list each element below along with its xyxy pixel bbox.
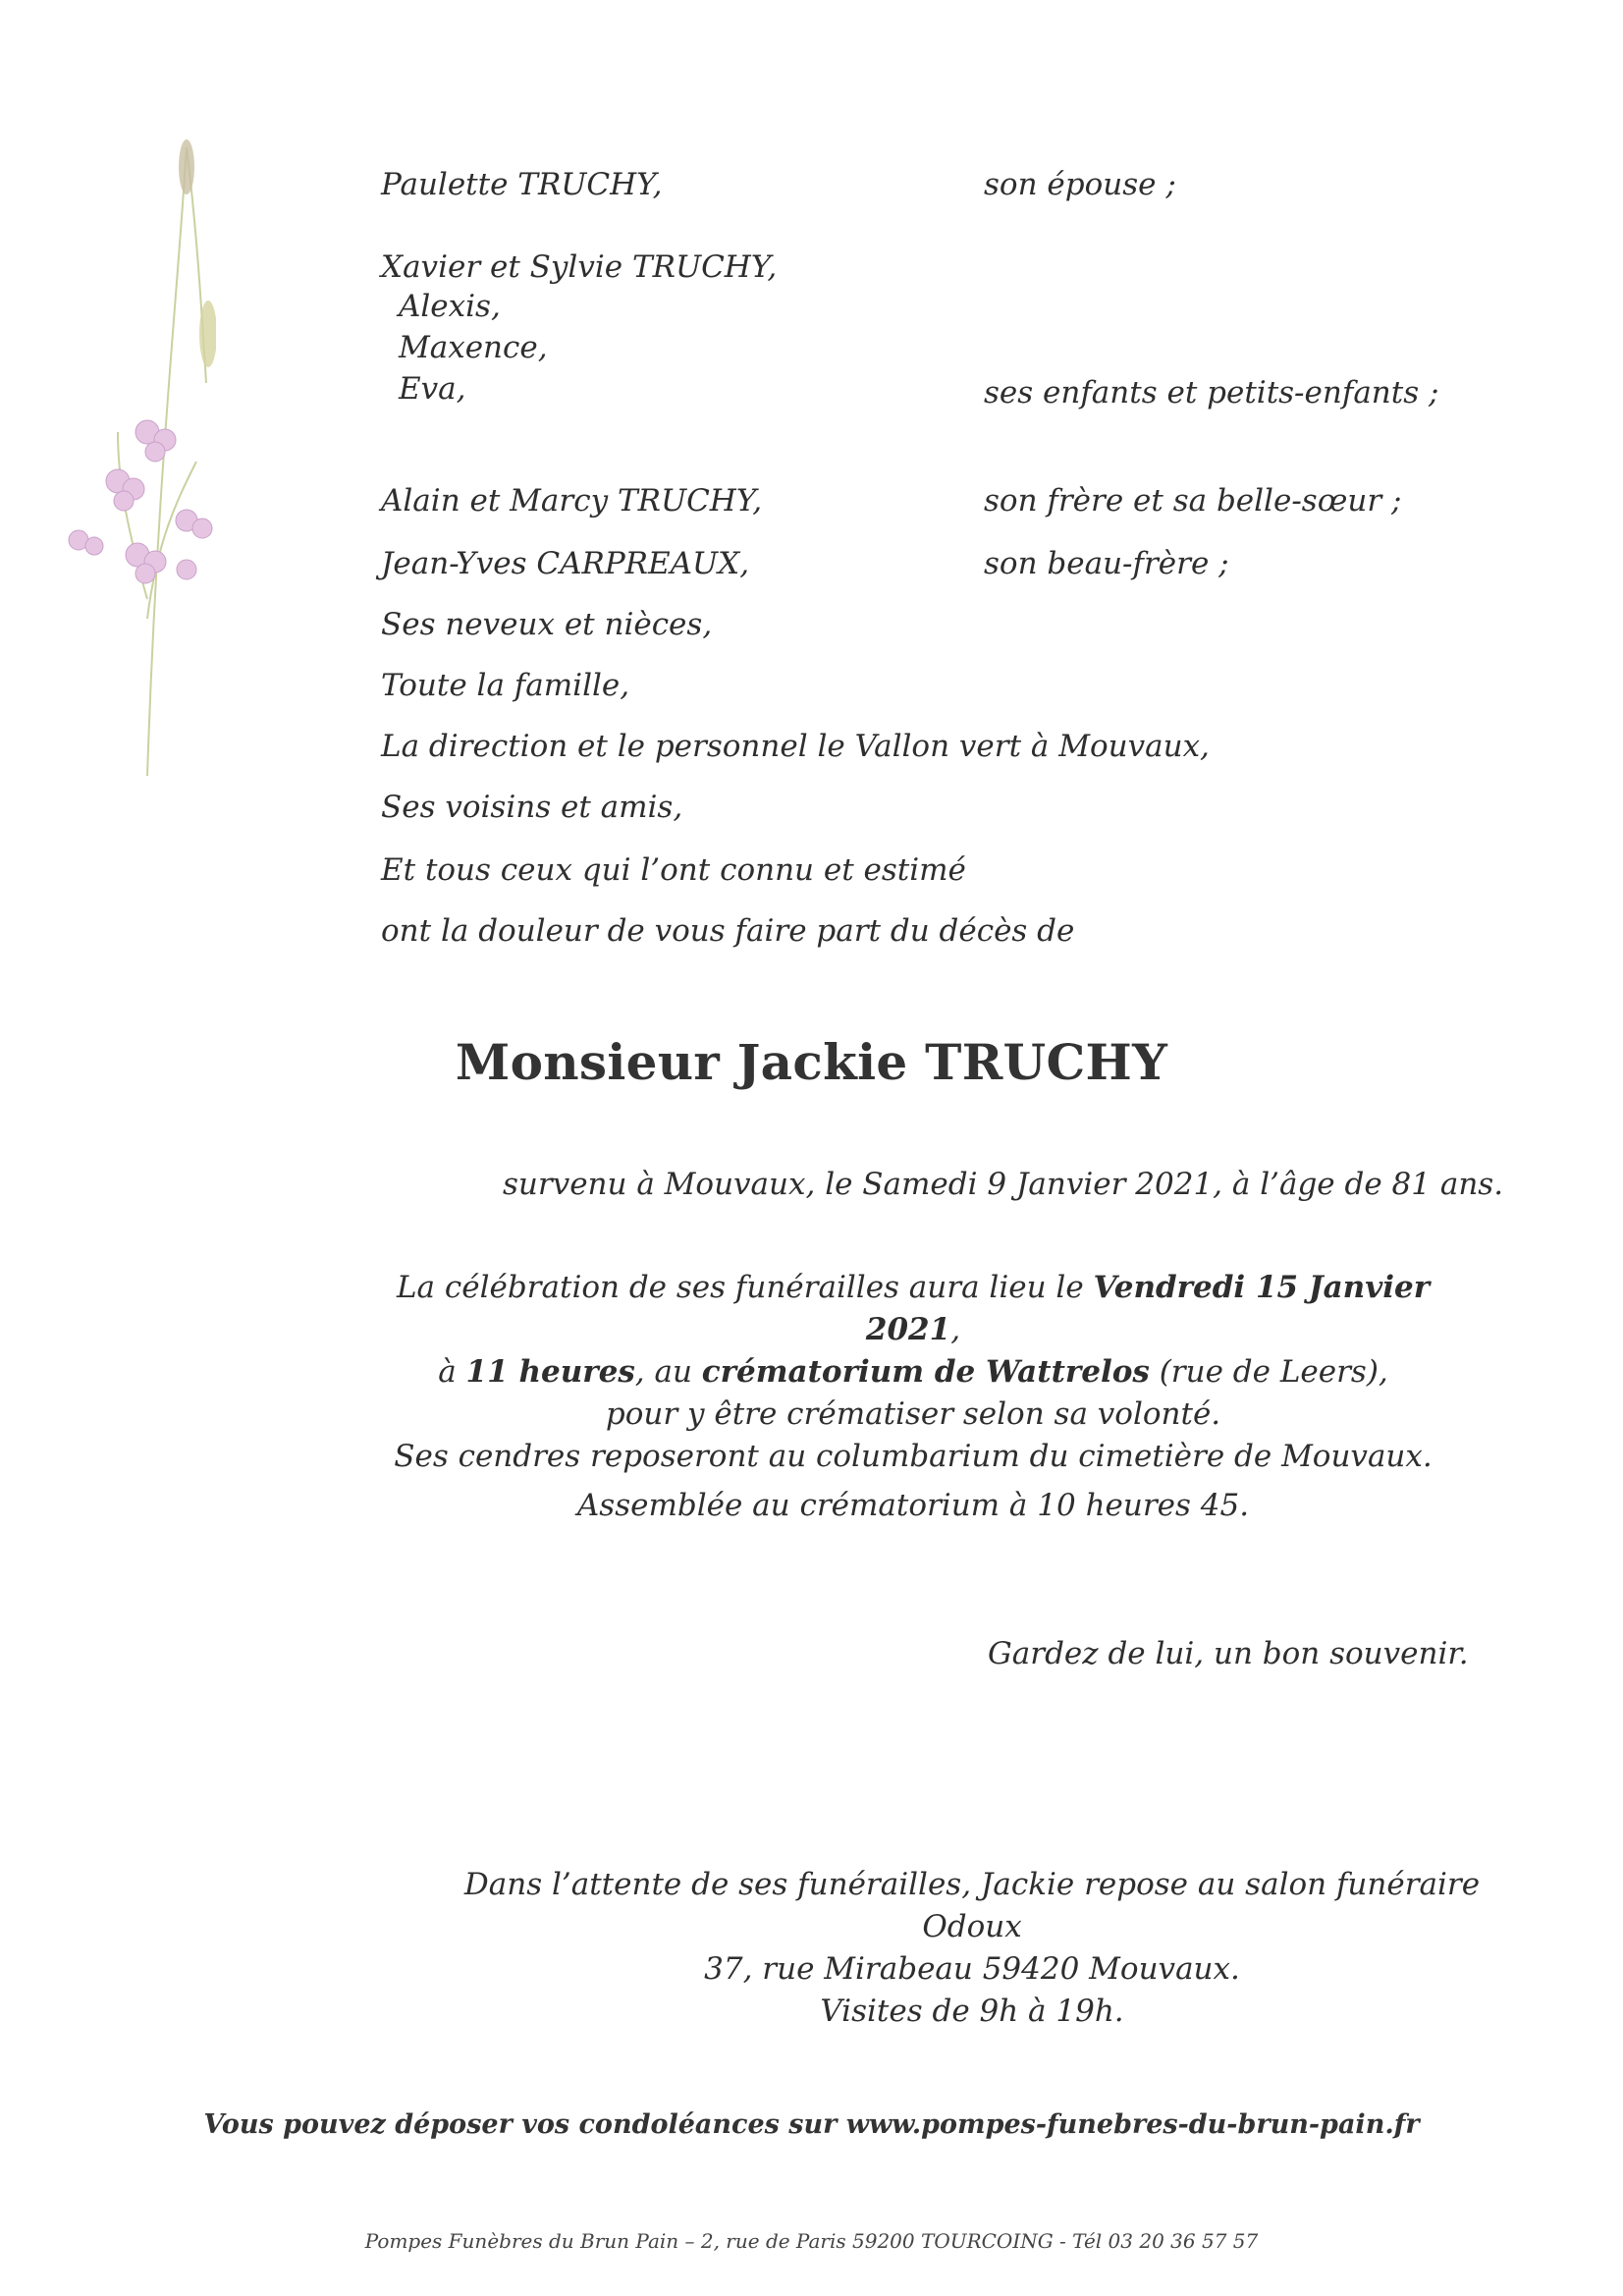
ceremony-line-3: pour y être crématiser selon sa volonté. [605, 1396, 1221, 1432]
brother-name: Alain et Marcy TRUCHY, [381, 483, 763, 519]
ceremony-place: crématorium de Wattrelos [701, 1354, 1150, 1390]
all-family-line: Toute la famille, [381, 668, 630, 703]
neighbors-line: Ses voisins et amis, [381, 790, 683, 825]
resting-line-2: 37, rue Mirabeau 59420 Mouvaux. [704, 1951, 1240, 1987]
ceremony-line-2: à 11 heures, au crématorium de Wattrelos (rue de Leers), [438, 1354, 1388, 1390]
resting-line-3: Visites de 9h à 19h. [820, 1994, 1124, 2029]
announce-line: ont la douleur de vous faire part du décès de [381, 913, 1075, 949]
ceremony-block [353, 1267, 1473, 1478]
death-line: survenu à Mouvaux, le Samedi 9 Janvier 2021, à l’âge de 81 ans. [503, 1167, 1504, 1202]
children-relation: ses enfants et petits-enfants ; [984, 375, 1439, 410]
souvenir-line: Gardez de lui, un bon souvenir. [988, 1636, 1469, 1671]
wife-name: Paulette TRUCHY, [381, 167, 663, 202]
grandchild-name: Eva, [399, 371, 466, 407]
nephews-line: Ses neveux et nièces, [381, 607, 713, 642]
ceremony-line-1: La célébration de ses funérailles aura lieu le Vendredi 15 Janvier 2021, [396, 1270, 1431, 1347]
resting-block [432, 1864, 1512, 2033]
assembly-line: Assemblée au crématorium à 10 heures 45. [576, 1488, 1250, 1523]
children-name: Xavier et Sylvie TRUCHY, [381, 249, 778, 285]
ceremony-line-4: Ses cendres reposeront au columbarium du cimetière de Mouvaux. [394, 1439, 1433, 1474]
resting-line-1: Dans l’attente de ses funérailles, Jackie repose au salon funéraire Odoux [463, 1867, 1481, 1944]
ceremony-time: 11 heures [465, 1354, 635, 1390]
flower-illustration [39, 108, 216, 776]
wife-relation: son épouse ; [984, 167, 1176, 202]
brother-relation: son frère et sa belle-sœur ; [984, 483, 1402, 519]
deceased-name: Monsieur Jackie TRUCHY [455, 1033, 1168, 1091]
footer-address: Pompes Funèbres du Brun Pain – 2, rue de Paris 59200 TOURCOING - Tél 03 20 36 57 57 [364, 2229, 1259, 2253]
condolences-line: Vous pouvez déposer vos condoléances sur www.pompes-funebres-du-brun-pain.fr [203, 2109, 1420, 2140]
grandchild-name: Alexis, [399, 289, 501, 324]
ceremony-date: Vendredi 15 Janvier 2021 [865, 1270, 1431, 1347]
all-known-line: Et tous ceux qui l’ont connu et estimé [381, 852, 966, 888]
grandchild-name: Maxence, [399, 330, 548, 365]
direction-line: La direction et le personnel le Vallon vert à Mouvaux, [381, 729, 1210, 764]
brotherinlaw-relation: son beau-frère ; [984, 546, 1229, 581]
brotherinlaw-name: Jean-Yves CARPREAUX, [381, 546, 750, 581]
violet-flower-icon [69, 420, 212, 583]
